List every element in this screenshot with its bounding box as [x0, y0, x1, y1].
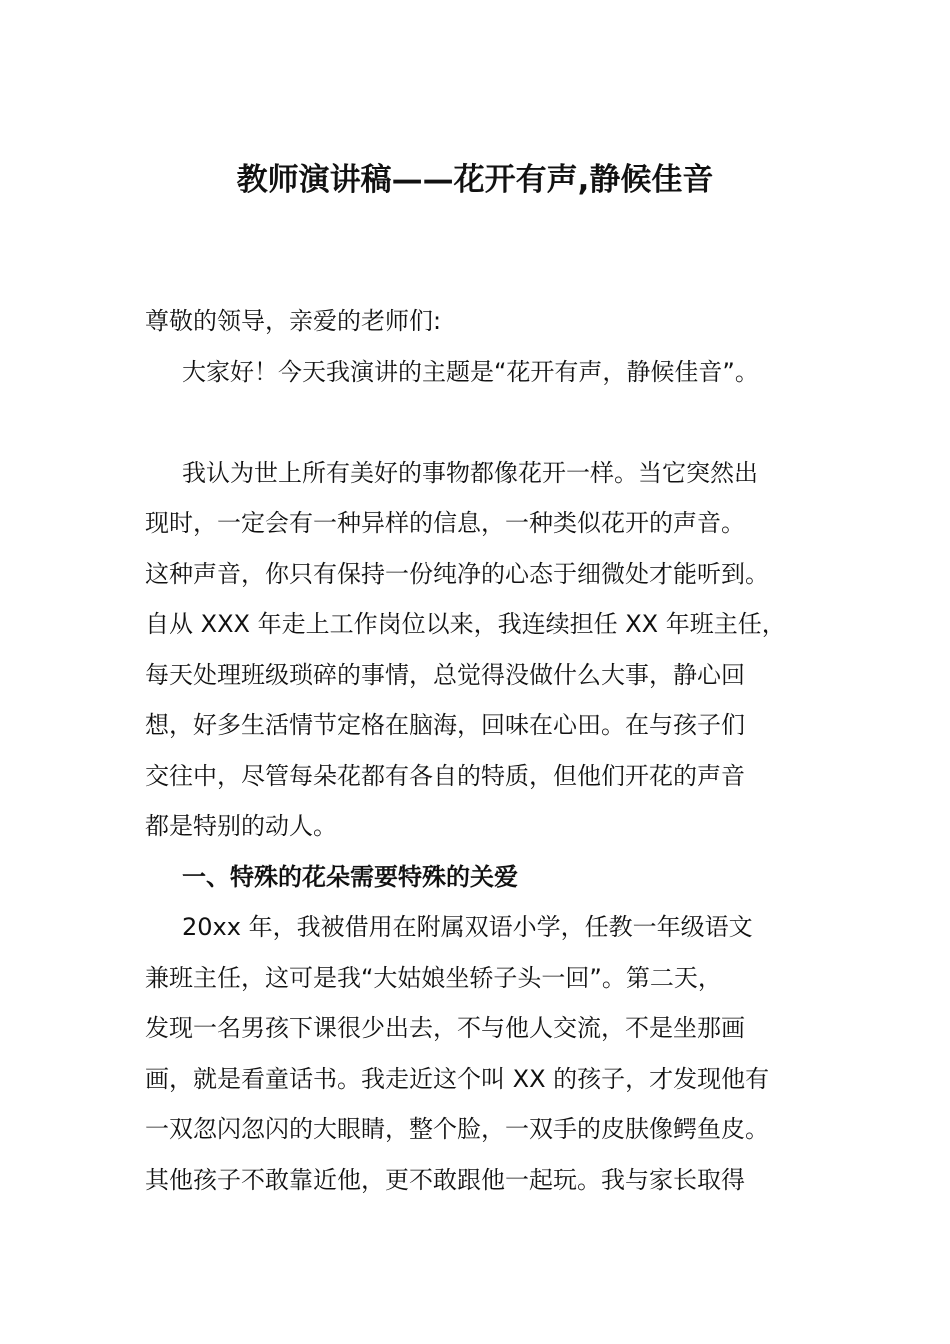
paragraph1-line: 自从 XXX 年走上工作岗位以来，我连续担任 XX 年班主任，: [145, 610, 786, 638]
paragraph2-line: 画，就是看童话书。我走近这个叫 XX 的孩子，才发现他有: [145, 1064, 770, 1093]
paragraph2-line: 发现一名男孩下课很少出去，不与他人交流，不是坐那画: [145, 1014, 745, 1042]
paragraph2-line: 兼班主任，这可是我“大姑娘坐轿子头一回”。第二天，: [145, 963, 722, 992]
paragraph1-line: 每天处理班级琐碎的事情，总觉得没做什么大事，静心回: [145, 660, 745, 689]
paragraph1-line: 现时，一定会有一种异样的信息，一种类似花开的声音。: [145, 509, 745, 537]
paragraph2-line: 一双忽闪忽闪的大眼睛，整个脸，一双手的皮肤像鳄鱼皮。: [145, 1115, 769, 1143]
document-title: 教师演讲稿——花开有声,静候佳音: [236, 162, 714, 198]
document-body: [145, 296, 815, 1205]
salutation-line: 尊敬的领导，亲爱的老师们:: [145, 307, 442, 335]
paragraph1-line: 交往中，尽管每朵花都有各自的特质，但他们开花的声音: [145, 761, 745, 790]
paragraph1-line: 都是特别的动人。: [145, 812, 337, 840]
paragraph1-line: 我认为世上所有美好的事物都像花开一样。当它突然出: [182, 458, 758, 487]
paragraph1-line: 这种声音，你只有保持一份纯净的心态于细微处才能听到。: [145, 559, 769, 588]
greeting-line: 大家好！今天我演讲的主题是“花开有声，静候佳音”。: [182, 357, 759, 386]
paragraph2-line: 其他孩子不敢靠近他，更不敢跟他一起玩。我与家长取得: [145, 1165, 745, 1194]
blank-line: [145, 397, 815, 448]
paragraph2-line: 20xx 年，我被借用在附属双语小学，任教一年级语文: [182, 913, 753, 941]
section-heading: 一、特殊的花朵需要特殊的关爱: [182, 862, 518, 891]
paragraph1-line: 想，好多生活情节定格在脑海，回味在心田。在与孩子们: [145, 711, 745, 739]
